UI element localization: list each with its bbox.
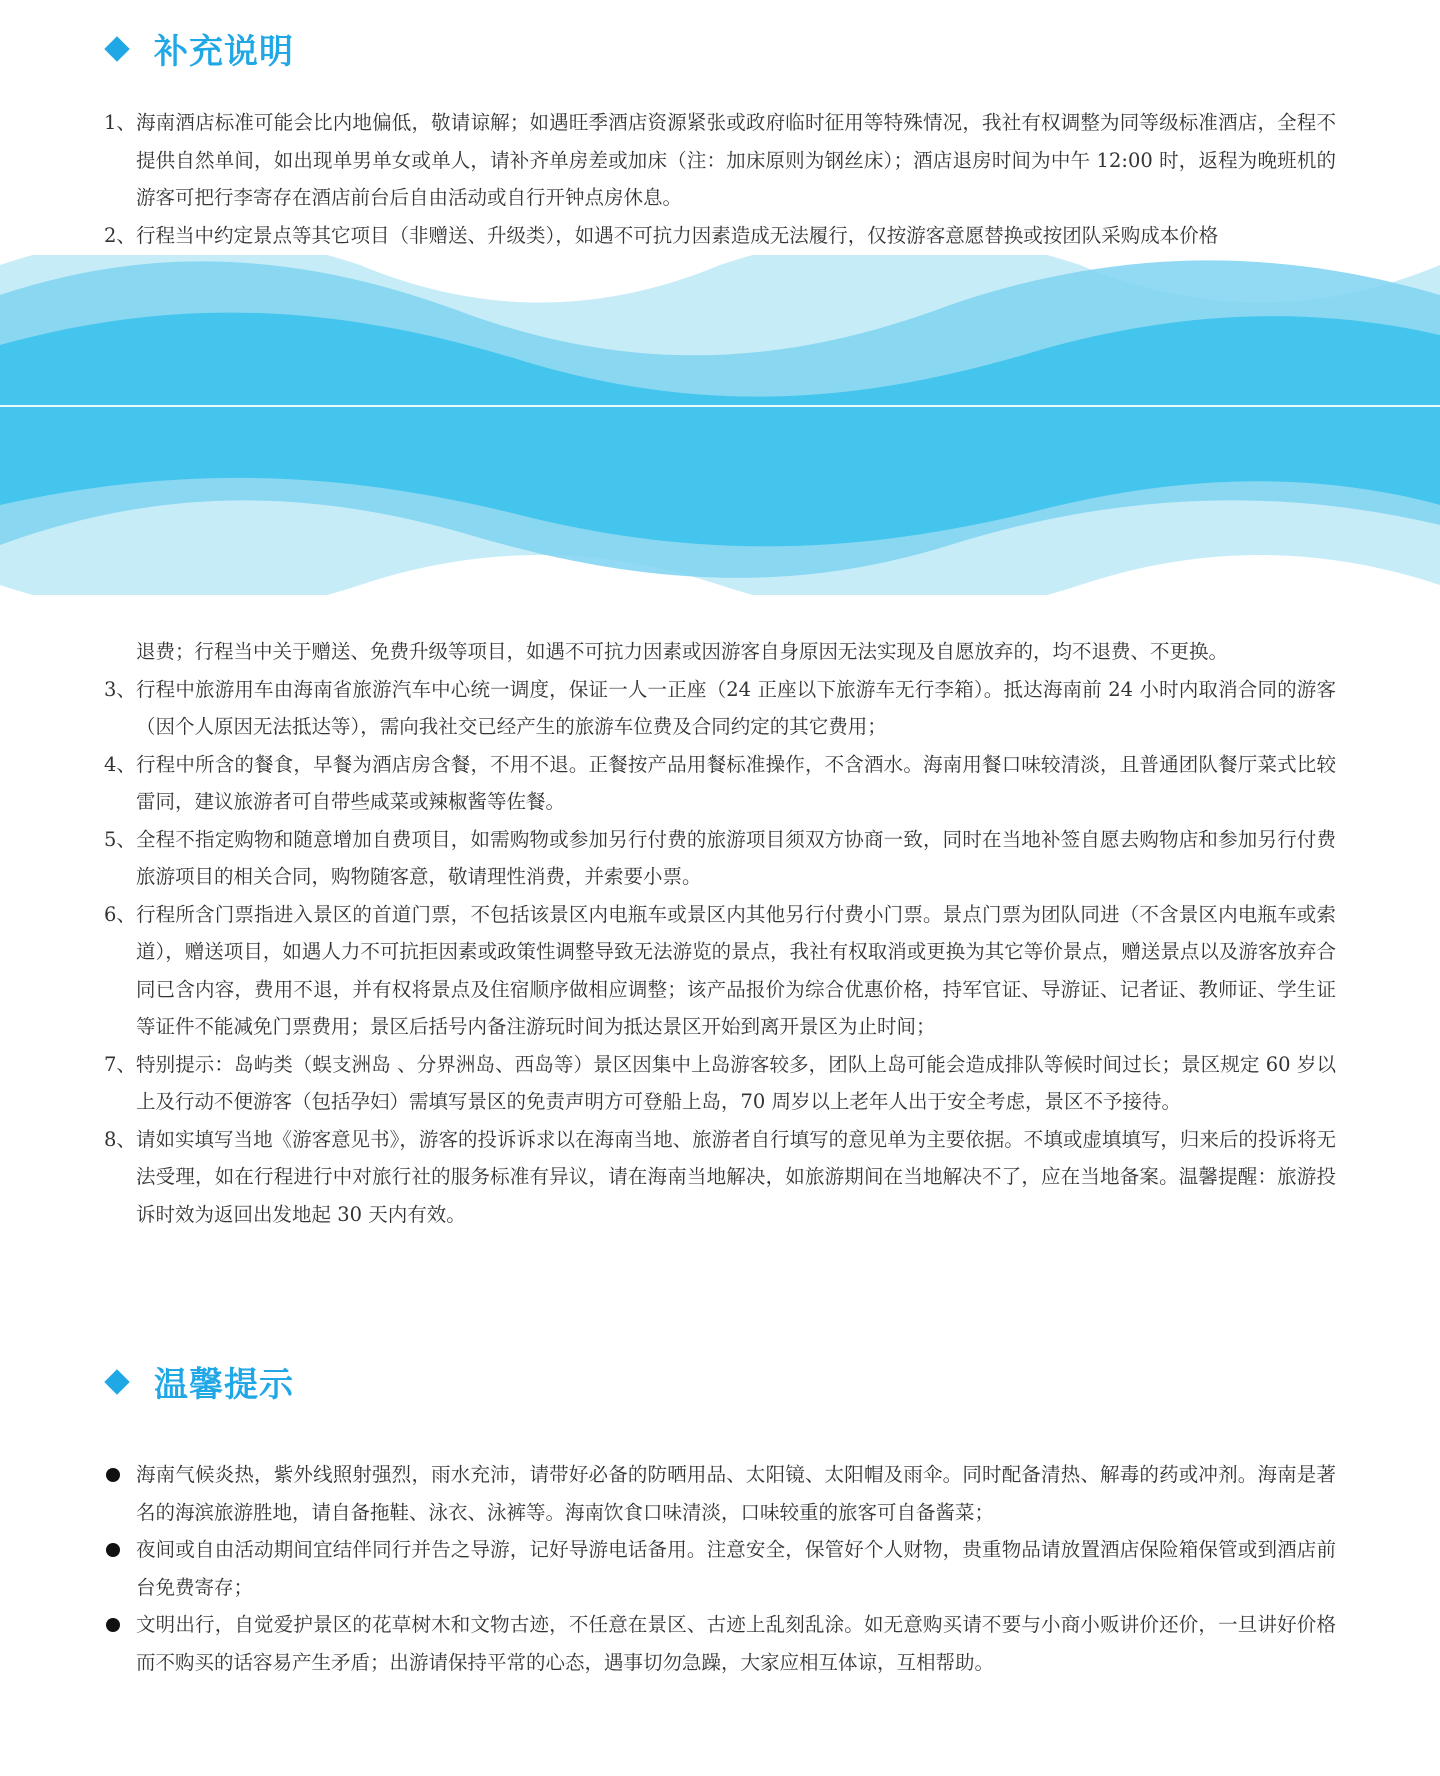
- bullet-dot-icon: [104, 1606, 136, 1681]
- tip-item-1: 海南气候炎热，紫外线照射强烈，雨水充沛，请带好必备的防晒用品、太阳镜、太阳帽及雨伞。同时配备清热、解毒的药或冲剂。海南是著名的海滨旅游胜地，请自备拖鞋、泳衣、泳裤等。海南饮食口味清淡，口味较重的旅客可自备酱菜；: [104, 1456, 1336, 1531]
- list-item-7: 7、 特别提示：岛屿类（蜈支洲岛 、分界洲岛、西岛等）景区因集中上岛游客较多，团队上岛可能会造成排队等候时间过长；景区规定 60 岁以上及行动不便游客（包括孕妇）需填写景区的免责声明方可登船上岛，70 周岁以上老年人出于安全考虑，景区不予接待。: [104, 1052, 1336, 1113]
- decorative-wave-banner: [0, 255, 1440, 595]
- tip-item-2: 夜间或自由活动期间宜结伴同行并告之导游，记好导游电话备用。注意安全，保管好个人财物，贵重物品请放置酒店保险箱保管或到酒店前台免费寄存；: [104, 1531, 1336, 1606]
- supplementary-list-bottom: [104, 633, 1336, 1233]
- diamond-bullet-icon: [104, 1369, 129, 1394]
- section-heading-supplementary: [104, 24, 294, 73]
- section-heading-tips: [104, 1357, 294, 1406]
- diamond-bullet-icon: [104, 36, 129, 61]
- tip-item-3: 文明出行，自觉爱护景区的花草树木和文物古迹，不任意在景区、古迹上乱刻乱涂。如无意购买请不要与小商小贩讲价还价，一旦讲好价格而不购买的话容易产生矛盾；出游请保持平常的心态，遇事切勿急躁，大家应相互体谅，互相帮助。: [104, 1606, 1336, 1681]
- list-item-2-continuation: 退费；行程当中关于赠送、免费升级等项目，如遇不可抗力因素或因游客自身原因无法实现及自愿放弃的，均不退费、不更换。: [136, 640, 1229, 663]
- list-item-1: 1、 海南酒店标准可能会比内地偏低，敬请谅解；如遇旺季酒店资源紧张或政府临时征用等特殊情况，我社有权调整为同等级标准酒店，全程不提供自然单间，如出现单男单女或单人，请补齐单房差或加床（注：加床原则为钢丝床）；酒店退房时间为中午 12:00 时，返程为晚班机的游客可把行李寄存在酒店前台后自由活动或自行开钟点房休息。: [104, 111, 1336, 209]
- supplementary-list-top: [104, 104, 1336, 254]
- section-title: 补充说明: [154, 32, 294, 72]
- tips-list: [104, 1456, 1336, 1681]
- section-title: 温馨提示: [154, 1365, 294, 1405]
- list-item-2: 2、 行程当中约定景点等其它项目（非赠送、升级类），如遇不可抗力因素造成无法履行，仅按游客意愿替换或按团队采购成本价格: [104, 223, 1219, 247]
- list-item-6: 6、 行程所含门票指进入景区的首道门票，不包括该景区内电瓶车或景区内其他另行付费小门票。景点门票为团队同进（不含景区内电瓶车或索道），赠送项目，如遇人力不可抗拒因素或政策性调整导致无法游览的景点，我社有权取消或更换为其它等价景点，赠送景点以及游客放弃合同已含内容，费用不退，并有权将景点及住宿顺序做相应调整；该产品报价为综合优惠价格，持军官证、导游证、记者证、教师证、学生证等证件不能减免门票费用；景区后括号内备注游玩时间为抵达景区开始到离开景区为止时间；: [104, 902, 1336, 1038]
- wave-divider-line: [0, 405, 1440, 407]
- list-item-8: 8、 请如实填写当地《游客意见书》，游客的投诉诉求以在海南当地、旅游者自行填写的意见单为主要依据。不填或虚填填写，归来后的投诉将无法受理，如在行程进行中对旅行社的服务标准有异议，请在海南当地解决，如旅游期间在当地解决不了，应在当地备案。温馨提醒：旅游投诉时效为返回出发地起 30 天内有效。: [104, 1127, 1336, 1226]
- list-item-4: 4、 行程中所含的餐食，早餐为酒店房含餐，不用不退。正餐按产品用餐标准操作，不含酒水。海南用餐口味较清淡，且普通团队餐厅菜式比较雷同，建议旅游者可自带些咸菜或辣椒酱等佐餐。: [104, 752, 1336, 813]
- bullet-dot-icon: [104, 1531, 136, 1606]
- bullet-dot-icon: [104, 1456, 136, 1531]
- list-item-5: 5、 全程不指定购物和随意增加自费项目，如需购物或参加另行付费的旅游项目须双方协商一致，同时在当地补签自愿去购物店和参加另行付费旅游项目的相关合同，购物随客意，敬请理性消费，并索要小票。: [104, 827, 1336, 888]
- list-item-3: 3、 行程中旅游用车由海南省旅游汽车中心统一调度，保证一人一正座（24 正座以下旅游车无行李箱）。抵达海南前 24 小时内取消合同的游客（因个人原因无法抵达等），需向我社交已经产生的旅游车位费及合同约定的其它费用；: [104, 677, 1336, 738]
